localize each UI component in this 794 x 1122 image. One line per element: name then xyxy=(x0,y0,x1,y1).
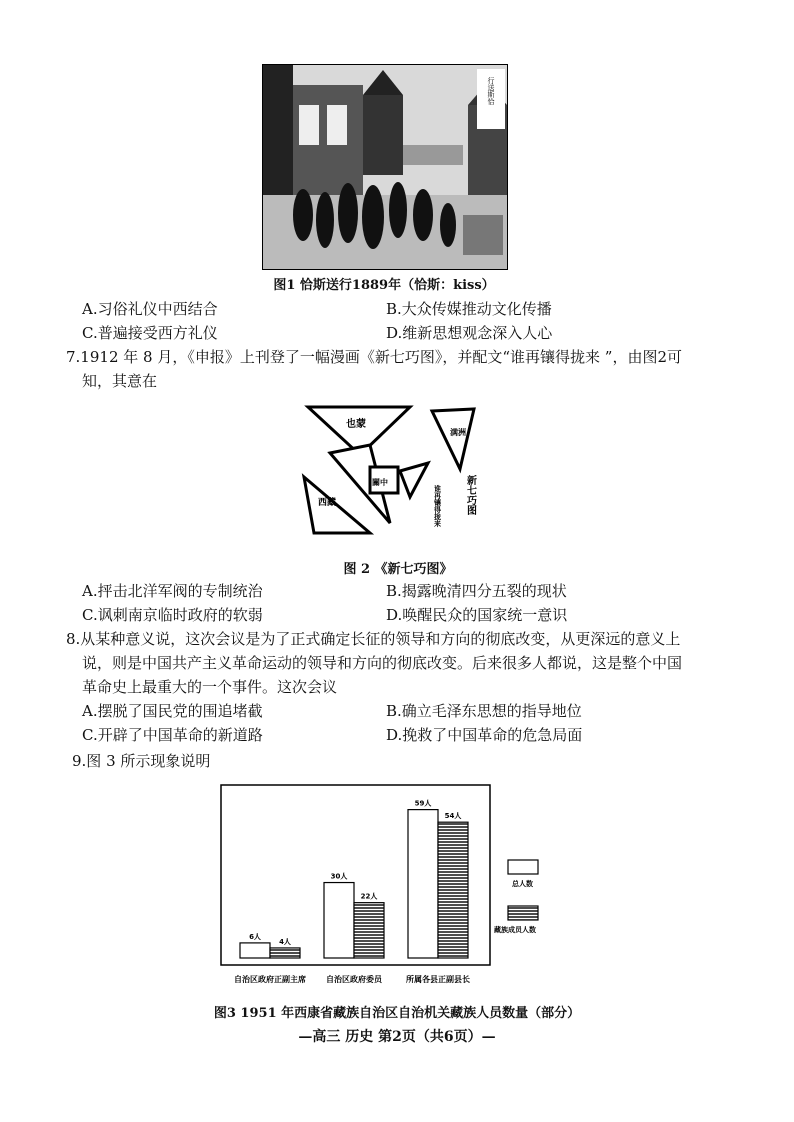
bar-value-label: 22人 xyxy=(360,892,378,901)
tangram-piece-small xyxy=(400,463,428,497)
figure1-corner-text: 行送斯恰 xyxy=(487,77,495,105)
tangram-piece-manchuria xyxy=(432,409,474,469)
tangram-caption-text: 谁再镶得拢来 xyxy=(433,485,443,527)
q8-option-b[interactable]: B.确立毛泽东思想的指导地位 xyxy=(386,702,582,720)
q7-option-d[interactable]: D.唤醒民众的国家统一意识 xyxy=(386,606,568,624)
q6-option-b[interactable]: B.大众传媒推动文化传播 xyxy=(386,300,552,318)
category-label: 自治区政府正副主席 xyxy=(234,975,306,984)
legend-label-1: 藏族成员人数 xyxy=(494,926,536,934)
bar-value-label: 30人 xyxy=(330,872,348,881)
figure3-caption: 图3 1951 年西康省藏族自治区自治机关藏族人员数量（部分） xyxy=(213,1006,581,1021)
bar-total-1 xyxy=(324,883,354,958)
q9-stem: 9.图 3 所示现象说明 xyxy=(72,752,211,770)
q8-option-c[interactable]: C.开辟了中国革命的新道路 xyxy=(82,726,263,744)
q8-stem-line3: 革命史上最重大的一个事件。这次会议 xyxy=(82,678,338,696)
q8-stem-line1: 8.从某种意义说，这次会议是为了正式确定长征的领导和方向的彻底改变，从更深远的意义上 xyxy=(66,630,681,648)
bar-value-label: 6人 xyxy=(249,932,261,941)
q7-option-c[interactable]: C.讽刺南京临时政府的软弱 xyxy=(82,606,263,624)
q7-option-b[interactable]: B.揭露晚清四分五裂的现状 xyxy=(386,582,567,600)
legend-label-0: 总人数 xyxy=(512,880,533,888)
bar-tibetan-0 xyxy=(270,948,300,958)
legend-swatch-0 xyxy=(508,860,538,874)
bar-chart xyxy=(220,784,568,990)
bar-tibetan-1 xyxy=(354,903,384,958)
legend-swatch-1 xyxy=(508,906,538,920)
engraving-illustration xyxy=(263,65,507,269)
category-label: 自治区政府委员 xyxy=(326,975,382,984)
bar-value-label: 59人 xyxy=(414,799,432,808)
tangram-drawing xyxy=(300,405,496,535)
bar-tibetan-2 xyxy=(438,822,468,958)
figure1-caption: 图1 恰斯送行1889年（恰斯：kiss） xyxy=(273,278,495,293)
q7-stem-line2: 知，其意在 xyxy=(82,372,158,390)
q6-option-c[interactable]: C.普遍接受西方礼仪 xyxy=(82,324,218,342)
q8-option-d[interactable]: D.挽救了中国革命的危急局面 xyxy=(386,726,583,744)
q7-stem-line1: 7.1912 年 8 月，《申报》上刊登了一幅漫画《新七巧图》，并配文“谁再镶得拢来 ”，由图2可 xyxy=(66,348,682,366)
tangram-title: 新七巧图 xyxy=(464,475,476,515)
tangram-label-square: 關中 xyxy=(372,477,388,487)
bar-total-2 xyxy=(408,810,438,958)
bar-total-0 xyxy=(240,943,270,958)
bar-value-label: 54人 xyxy=(444,812,462,821)
tangram-label-manchuria: 满洲 xyxy=(450,427,466,437)
figure2-tangram xyxy=(300,405,496,535)
tangram-label-mongolia: 也蒙 xyxy=(346,419,366,430)
figure1-image xyxy=(262,64,508,270)
q8-option-a[interactable]: A.摆脱了国民党的围追堵截 xyxy=(82,702,263,720)
bar-value-label: 4人 xyxy=(279,937,291,946)
q6-option-a[interactable]: A.习俗礼仪中西结合 xyxy=(82,300,218,318)
figure2-caption: 图 2 《新七巧图》 xyxy=(343,562,453,577)
q6-option-d[interactable]: D.维新思想观念深入人心 xyxy=(386,324,553,342)
figure3-chart xyxy=(220,784,568,990)
q7-option-a[interactable]: A.抨击北洋军阀的专制统治 xyxy=(82,582,263,600)
q8-stem-line2: 说，则是中国共产主义革命运动的领导和方向的彻底改变。后来很多人都说，这是整个中国 xyxy=(82,654,683,672)
tangram-label-tibet: 西藏 xyxy=(318,498,337,508)
category-label: 所属各县正副县长 xyxy=(406,975,470,984)
page-footer: —高三 历史 第2页（共6页）— xyxy=(298,1029,496,1045)
